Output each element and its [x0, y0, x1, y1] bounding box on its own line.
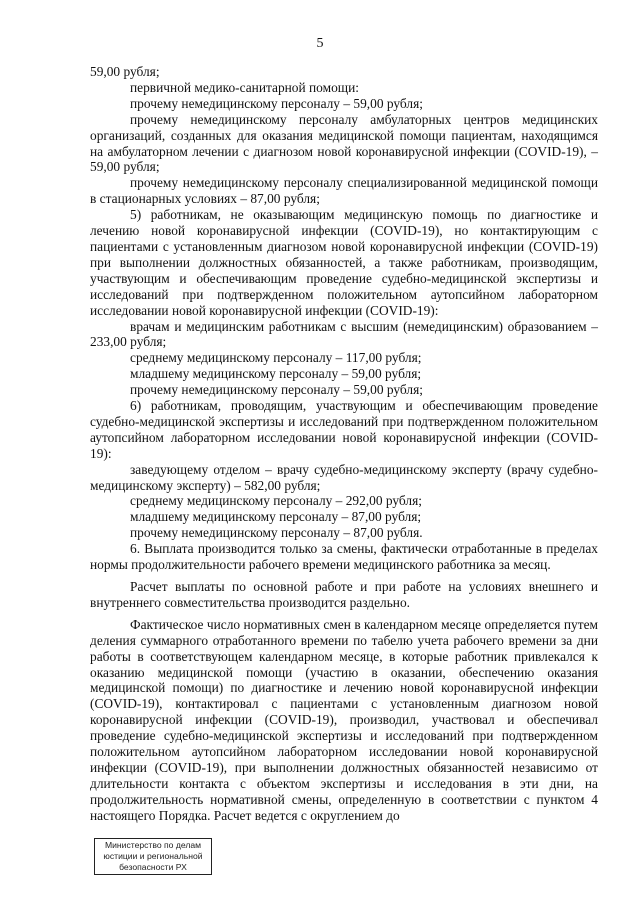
page-number: 5	[316, 36, 324, 51]
paragraph: среднему медицинскому персоналу – 292,00 рубля;	[130, 493, 422, 509]
document-body	[90, 64, 598, 824]
ministry-stamp	[94, 838, 212, 875]
paragraph: младшему медицинскому персоналу – 87,00 рубля;	[130, 509, 422, 525]
paragraph: прочему немедицинскому персоналу – 59,00 рубля;	[130, 95, 423, 111]
paragraph: 6. Выплата производится только за смены, фактически отработанные в пределах нормы продолжительности рабочего времени медицинского работника за месяц.	[90, 541, 598, 573]
paragraph: 59,00 рубля;	[90, 64, 160, 79]
paragraph: прочему немедицинскому персоналу – 59,00 рубля;	[130, 382, 423, 398]
paragraph: прочему немедицинскому персоналу специализированной медицинской помощи в стационарных условиях – 87,00 рубля;	[90, 175, 598, 207]
paragraph: Фактическое число нормативных смен в календарном месяце определяется путем деления суммарного отработанного времени по табелю учета рабочего времени за дни работы в соответствующем календарном месяце, в которые работник привлекался к оказанию медицинской помощи (участию в оказании, обеспечению оказания медицинской помощи) по диагностике и лечению новой коронавирусной инфекции (COVID-19), контактировал с пациентами с установленным диагнозом новой коронавирусной инфекции (COVID-19), производил, участвовал и обеспечивал проведение судебно-медицинской экспертизы и исследований при подтвержденном положительном аутопсийном лабораторном исследовании новой коронавирусной инфекции (COVID-19), при выполнении должностных обязанностей независимо от длительности контакта с объектом экспертизы и исследования в эти дни, на продолжительность нормативной смены, определенную в соответствии с пунктом 4 настоящего Порядка. Расчет ведется с округлением до	[90, 616, 598, 823]
stamp-line: юстиции и региональной	[103, 851, 203, 861]
paragraph: врачам и медицинским работникам с высшим (немедицинским) образованием – 233,00 рубля;	[90, 318, 598, 350]
paragraph: среднему медицинскому персоналу – 117,00 рубля;	[130, 350, 422, 366]
paragraph: 5) работникам, не оказывающим медицинскую помощь по диагностике и лечению новой коронавирусной инфекции (COVID-19), но контактирующим с пациентами с установленным диагнозом новой коронавирусной инфекции (COVID-19) при выполнении должностных обязанностей, а также работникам, производящим, участвующим и обеспечивающим проведение судебно-медицинской экспертизы и исследований при подтвержденном положительном аутопсийном лабораторном исследовании новой коронавирусной инфекции (COVID-19):	[90, 207, 598, 318]
paragraph: 6) работникам, проводящим, участвующим и обеспечивающим проведение судебно-медицинской экспертизы и исследований при подтвержденном положительном аутопсийном лабораторном исследовании новой коронавирусной инфекции (COVID-19):	[90, 398, 598, 461]
paragraph: прочему немедицинскому персоналу – 87,00 рубля.	[130, 525, 423, 541]
paragraph: прочему немедицинскому персоналу амбулаторных центров медицинских организаций, созданных для оказания медицинской помощи пациентам, находящимся на амбулаторном лечении с диагнозом новой коронавирусной инфекции (COVID-19), – 59,00 рубля;	[90, 111, 598, 175]
paragraph: заведующему отделом – врачу судебно-медицинскому эксперту (врачу судебно-медицинскому эксперту) – 582,00 рубля;	[90, 461, 598, 493]
paragraph: первичной медико-санитарной помощи:	[130, 79, 359, 95]
stamp-line: безопасности РХ	[119, 862, 187, 872]
stamp-line: Министерство по делам	[104, 840, 202, 850]
paragraph: Расчет выплаты по основной работе и при работе на условиях внешнего и внутреннего совместительства производится раздельно.	[90, 579, 598, 610]
paragraph: младшему медицинскому персоналу – 59,00 рубля;	[130, 366, 422, 382]
